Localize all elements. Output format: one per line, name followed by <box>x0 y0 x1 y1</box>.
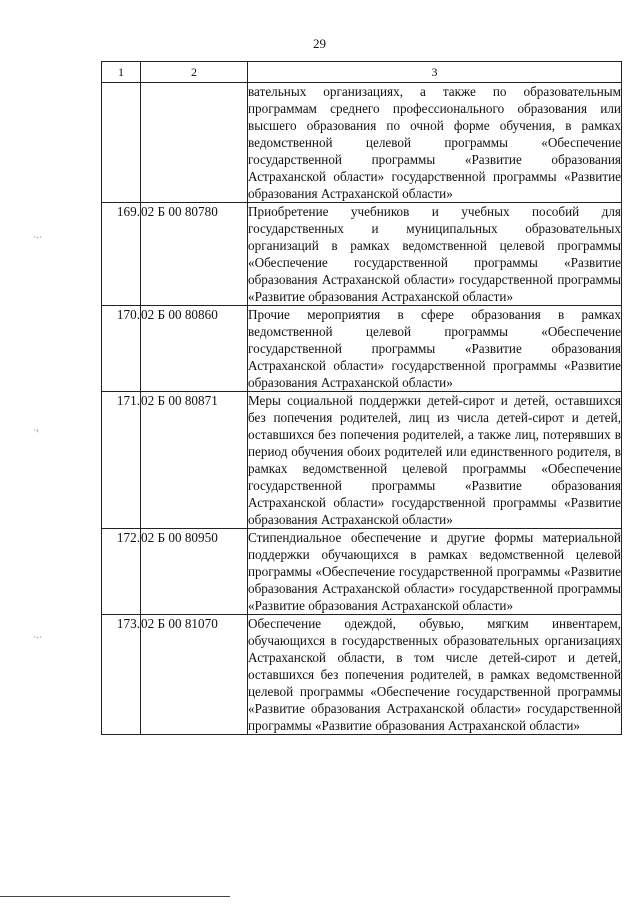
column-header-code: 2 <box>141 62 248 83</box>
table-row <box>102 615 622 735</box>
row-number: 172. <box>102 529 141 615</box>
row-code: 02 Б 00 80871 <box>141 392 248 529</box>
row-description: Приобретение учебников и учебных пособий для государственных и муниципальных образовательных организаций в рамках ведомственной целевой программы «Обеспечение государственной программы «Развитие образования Астраханской области» государственной программы «Развитие образования Астраханской области» <box>248 204 621 304</box>
table-row <box>102 529 622 615</box>
page-bottom-rule <box>0 896 230 897</box>
row-description: Меры социальной поддержки детей-сирот и детей, оставшихся без попечения родителей, лиц из числа детей-сирот и детей, оставшихся без попечения родителей, а также лиц, потерявших в период обучения обоих родителей или единственного родителя, в рамках ведомственной целевой программы «Обеспечение государственной программы «Развитие образования Астраханской области» государственной программы «Развитие образования Астраханской области» <box>248 393 621 527</box>
column-header-number: 1 <box>102 62 141 83</box>
row-code: 02 Б 00 80950 <box>141 529 248 615</box>
column-header-description: 3 <box>248 62 622 83</box>
table-header-row <box>102 62 622 83</box>
table-row <box>102 83 622 203</box>
page-number: 29 <box>313 36 326 51</box>
budget-classification-table <box>101 61 622 735</box>
row-description: вательных организациях, а также по образовательным программам среднего профессионального образования или высшего образования по очной форме обучения, в рамках ведомственной целевой программы «Обеспечение государственной программы «Развитие образования Астраханской области» государственной программы «Развитие образования Астраханской области» <box>248 84 621 201</box>
scan-artifact: ·-· <box>33 632 42 642</box>
row-number: 171. <box>102 392 141 529</box>
scan-artifact: ·‹ <box>33 425 39 435</box>
row-description: Стипендиальное обеспечение и другие формы материальной поддержки обучающихся в рамках ведомственной целевой программы «Обеспечение государственной программы «Развитие образования Астраханской области» государственной программы «Развитие образования Астраханской области» <box>248 530 621 613</box>
row-code: 02 Б 00 80860 <box>141 306 248 392</box>
row-description: Обеспечение одеждой, обувью, мягким инвентарем, обучающихся в государственных образовательных организациях Астраханской области, в том числе детей-сирот и детей, оставшихся без попечения родителей, в рамках ведомственной целевой программы «Обеспечение государственной программы «Развитие образования Астраханской области» государственной программы «Развитие образования Астраханской области» <box>248 616 621 733</box>
table-row <box>102 392 622 529</box>
table-row <box>102 203 622 306</box>
row-number: 169. <box>102 203 141 306</box>
row-number: 173. <box>102 615 141 735</box>
row-number <box>102 83 141 203</box>
table-row <box>102 306 622 392</box>
row-number: 170. <box>102 306 141 392</box>
row-code: 02 Б 00 80780 <box>141 203 248 306</box>
scan-artifact: ·-· <box>33 232 42 242</box>
row-code <box>141 83 248 203</box>
row-description: Прочие мероприятия в сфере образования в рамках ведомственной целевой программы «Обеспечение государственной программы «Развитие образования Астраханской области» государственной программы «Развитие образования Астраханской области» <box>248 307 621 390</box>
row-code: 02 Б 00 81070 <box>141 615 248 735</box>
